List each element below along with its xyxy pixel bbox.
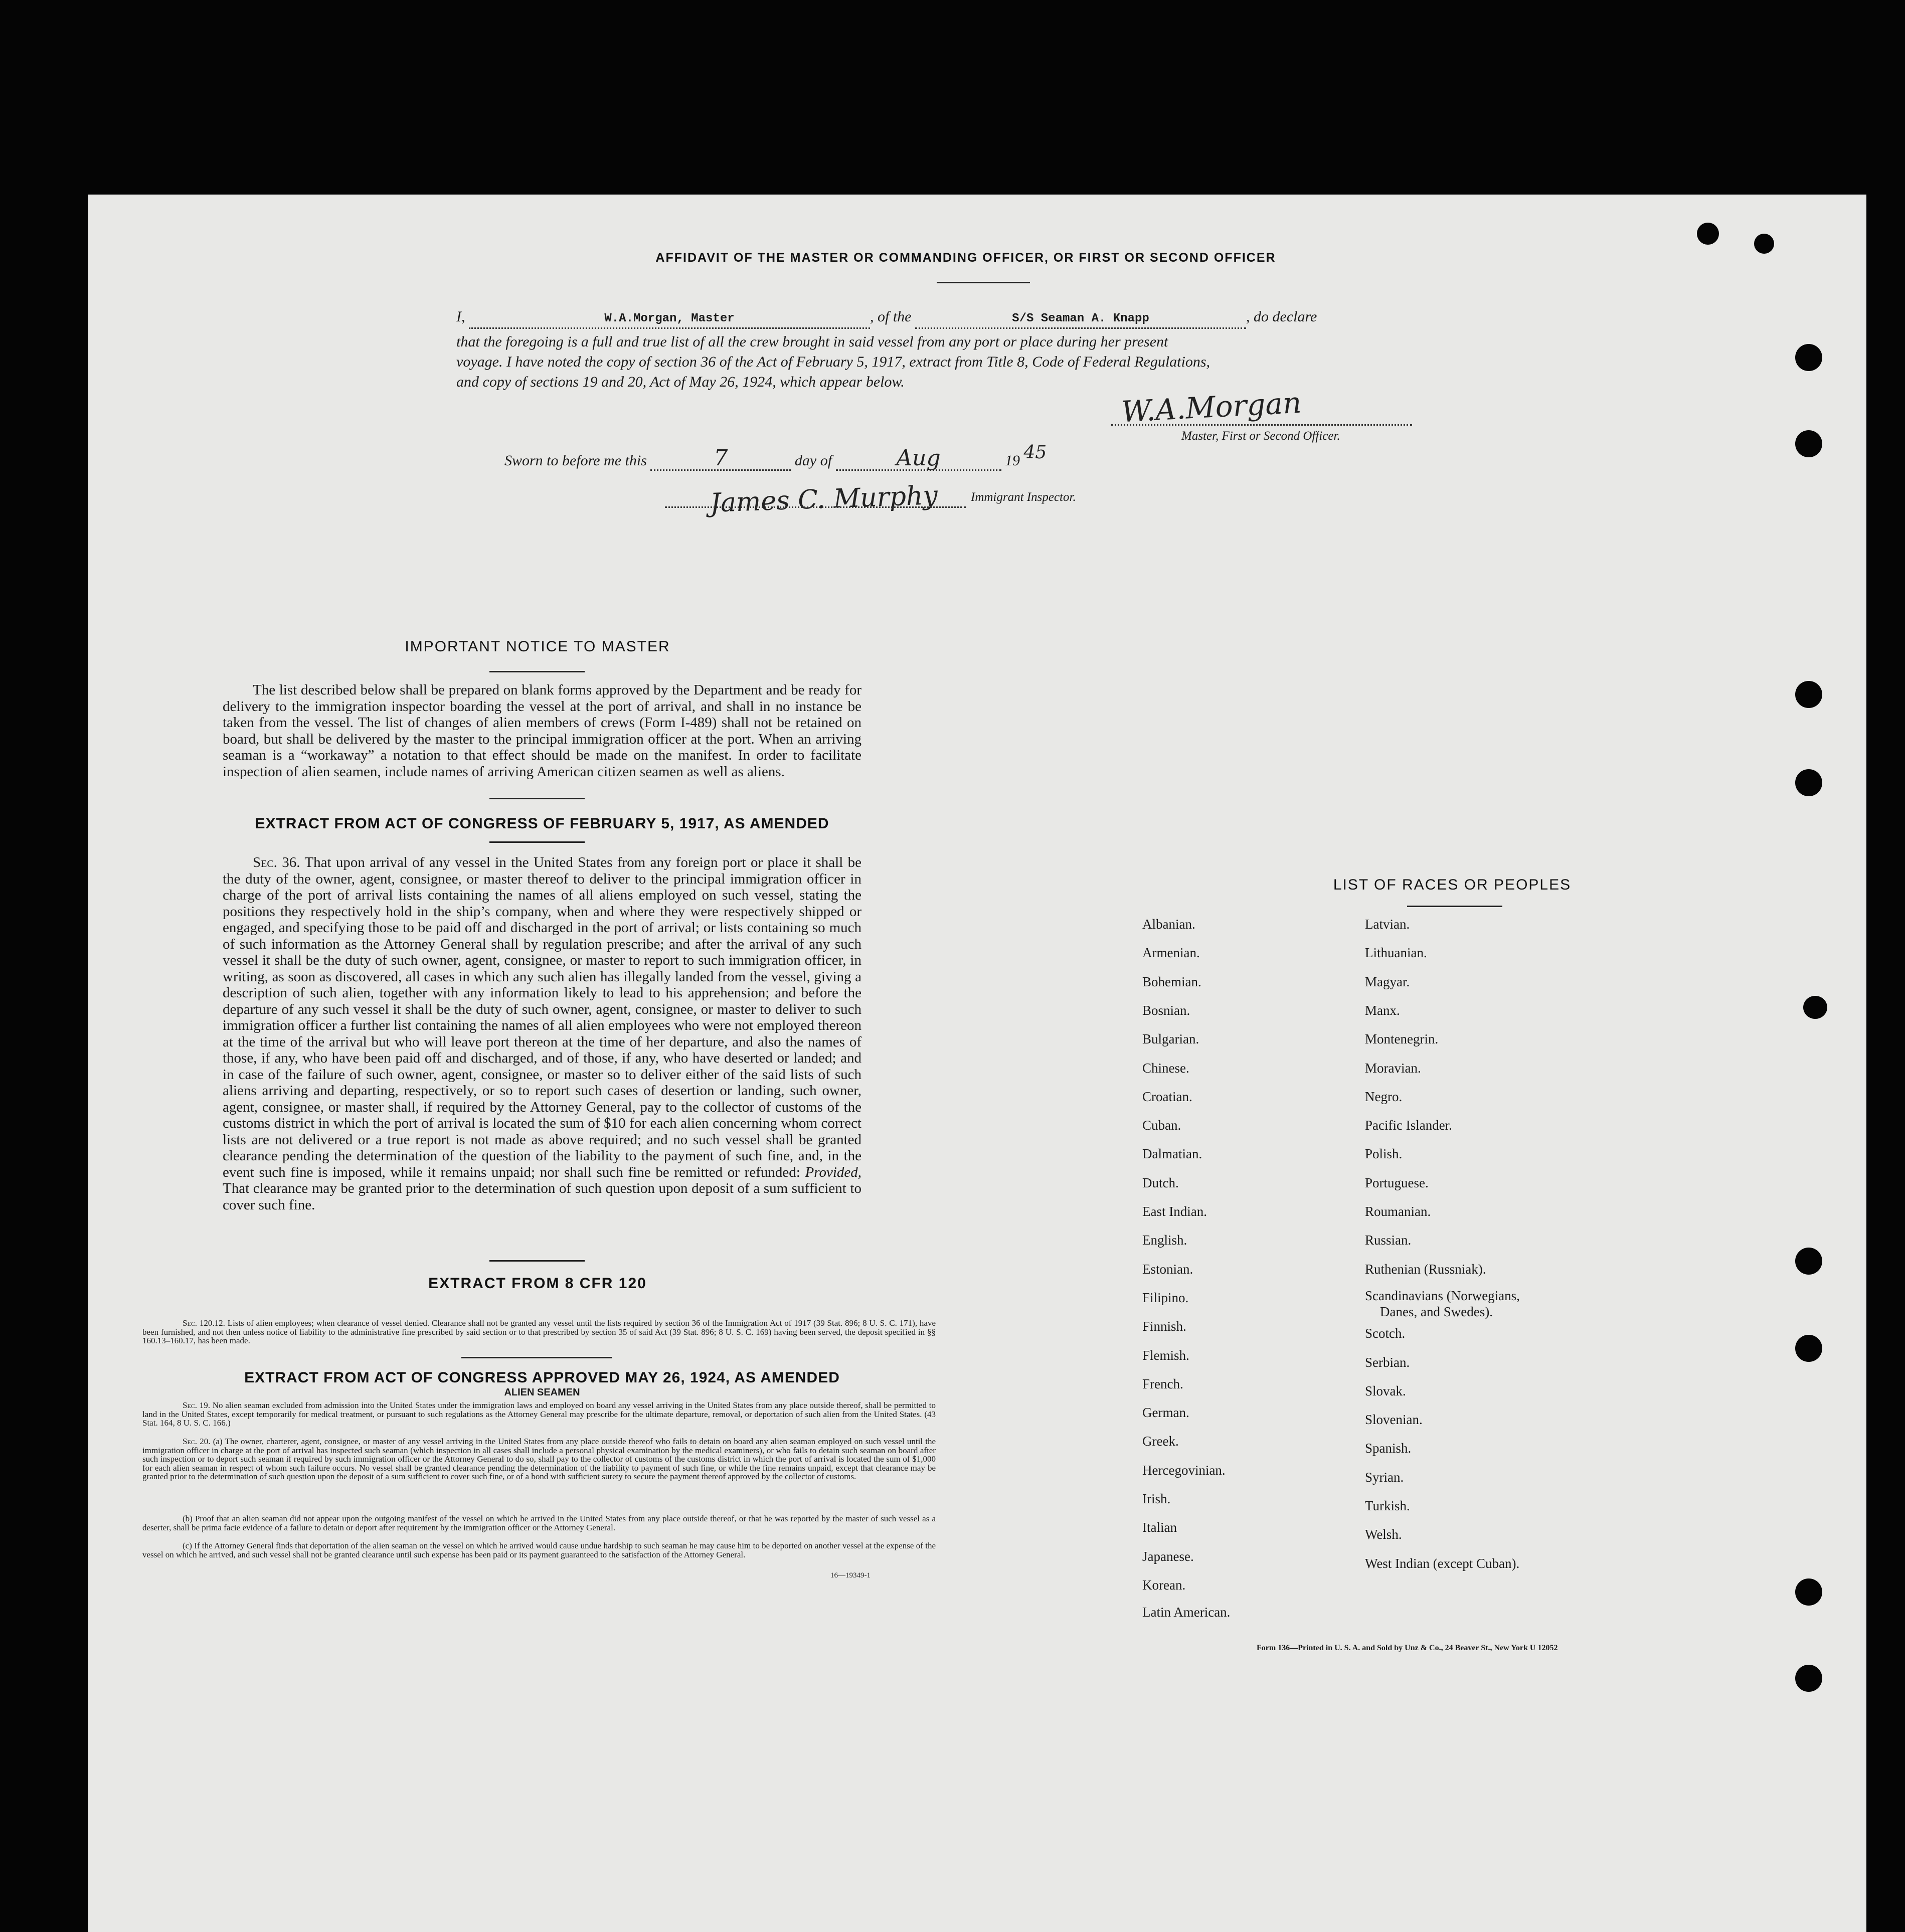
race-item-continuation: Danes, and Swedes). bbox=[1380, 1304, 1493, 1319]
race-item: Chinese. bbox=[1142, 1060, 1189, 1076]
sec20a-text bbox=[142, 1437, 936, 1481]
race-item: Albanian. bbox=[1142, 917, 1195, 932]
punch-hole bbox=[1795, 1335, 1822, 1362]
vessel-name-value: S/S Seaman A. Knapp bbox=[1012, 312, 1149, 325]
sec20c-text: (c) If the Attorney General finds that deportation of the alien seaman on the vessel on which he arrived would cause undue hardship to such seaman he may cause him to be deported on another vessel at the expense of the vessel on which he arrived, and such vessel shall not be granted clearance until such expense has been paid or its payment guaranteed to the satisfaction of the Attorney General. bbox=[142, 1541, 936, 1559]
punch-hole bbox=[1795, 769, 1822, 796]
extract-1924-title: EXTRACT FROM ACT OF CONGRESS APPROVED MAY 26, 1924, AS AMENDED bbox=[244, 1369, 840, 1386]
race-item: Pacific Islander. bbox=[1365, 1118, 1452, 1133]
divider bbox=[489, 841, 585, 843]
sec20a-body: (a) The owner, charterer, agent, consignee, or master of any vessel arriving in the United States from any place outside thereof who fails to detain on board any alien seaman employed on such vessel until the immigration officer in charge at the port of arrival has inspected such seaman (which inspection in all cases shall include a personal physical examination by the medical examiners), or who fails to detain such seaman on board after such inspection or to deport such seaman if required by such immigration officer or the Attorney General to do so, shall pay to the collector of customs of the customs district in which the port of arrival is located the sum of $1,000 for each alien seaman in respect of whom such failure occurs. No vessel shall be granted clearance pending the determination of the liability to payment of such fine, or while the fine remains unpaid, except that clearance may be granted prior to the determination of such question upon the deposit of a sum sufficient to cover such fine, or of a bond with sufficient surety to secure the payment thereof approved by the collector of customs. bbox=[142, 1437, 936, 1481]
divider bbox=[461, 1357, 612, 1358]
race-item: Slovak. bbox=[1365, 1383, 1406, 1398]
extract-cfr-title: EXTRACT FROM 8 CFR 120 bbox=[428, 1275, 647, 1292]
punch-hole bbox=[1803, 996, 1827, 1019]
race-item: Russian. bbox=[1365, 1233, 1412, 1248]
affidavit-body-line1: that the foregoing is a full and true list of all the crew brought in said vessel from any port or place during her present bbox=[456, 333, 1168, 350]
inspector-line bbox=[665, 506, 966, 508]
race-item: Scotch. bbox=[1365, 1326, 1406, 1341]
sec120-label: Sec. 120.12. bbox=[183, 1318, 225, 1328]
inspector-title: Immigrant Inspector. bbox=[971, 490, 1076, 504]
affidavit-body-line2: voyage. I have noted the copy of section 36 of the Act of February 5, 1917, extract from Title 8, Code of Federal Regulations, bbox=[456, 354, 1210, 370]
divider bbox=[1407, 906, 1502, 907]
signature-line bbox=[1111, 424, 1412, 426]
divider bbox=[937, 282, 1030, 283]
race-item: Irish. bbox=[1142, 1491, 1171, 1506]
punch-hole bbox=[1795, 681, 1822, 708]
race-item: Bohemian. bbox=[1142, 974, 1201, 989]
sec36-label: Sec. 36. bbox=[253, 854, 300, 870]
race-item: Hercegovinian. bbox=[1142, 1462, 1226, 1478]
races-title: LIST OF RACES OR PEOPLES bbox=[1333, 876, 1572, 893]
divider bbox=[489, 798, 585, 799]
race-item: Lithuanian. bbox=[1365, 945, 1427, 961]
race-item: English. bbox=[1142, 1233, 1187, 1248]
race-item: German. bbox=[1142, 1405, 1189, 1421]
races-list-right bbox=[1365, 917, 1716, 1629]
extract-1917-text bbox=[223, 854, 861, 1213]
sec120-text: Lists of alien employees; when clearance of vessel denied. Clearance shall not be granted any vessel until the lists required by section 36 of the Immigration Act of 1917 (39 Stat. 896; 8 U. S. C. 171), have been furnished, and not then unless notice of liability to the administrative fine prescribed by said section or to that prescribed by section 35 of said Act (39 Stat. 896; 8 U. S. C. 169) having been served, the deposit specified in §§ 160.13–160.17, has been made. bbox=[142, 1318, 936, 1345]
extract-1917-title: EXTRACT FROM ACT OF CONGRESS OF FEBRUARY 5, 1917, AS AMENDED bbox=[255, 815, 829, 832]
races-list-left bbox=[1142, 917, 1353, 1629]
year-value: 45 bbox=[1023, 442, 1047, 463]
master-signature: W.A.Morgan bbox=[1120, 385, 1302, 429]
affidavit-title: AFFIDAVIT OF THE MASTER OR COMMANDING OFFICER, OR FIRST OR SECOND OFFICER bbox=[655, 251, 1276, 265]
race-item: Latin American. bbox=[1142, 1604, 1231, 1620]
punch-hole bbox=[1795, 1578, 1822, 1606]
cfr-text bbox=[142, 1319, 936, 1345]
of-the-label: , of the bbox=[870, 308, 912, 325]
race-item: Turkish. bbox=[1365, 1498, 1410, 1513]
race-item: Flemish. bbox=[1142, 1347, 1189, 1363]
divider bbox=[489, 1260, 585, 1262]
signer-title: Master, First or Second Officer. bbox=[1181, 429, 1340, 443]
race-item: Japanese. bbox=[1142, 1548, 1194, 1564]
declare-label: , do declare bbox=[1246, 308, 1317, 325]
race-item: Negro. bbox=[1365, 1089, 1403, 1104]
race-item: French. bbox=[1142, 1376, 1183, 1391]
race-item: Latvian. bbox=[1365, 917, 1410, 932]
form-code: 16—19349-1 bbox=[830, 1571, 871, 1579]
sworn-line bbox=[504, 442, 1206, 471]
race-item: Greek. bbox=[1142, 1434, 1179, 1449]
punch-hole bbox=[1795, 344, 1822, 371]
day-of-label: day of bbox=[794, 452, 832, 469]
sec36-text-end: That clearance may be granted prior to the determination of such question upon deposit of a sum sufficient to cover such fine. bbox=[223, 1180, 861, 1213]
sec36-text: That upon arrival of any vessel in the United States from any foreign port or place it shall be the duty of the owner, agent, consignee, or master thereof to deliver to the principal immigration officer in charge of the port of arrival lists containing the names of all aliens employed on such vessel, stating the positions they respectively hold in the ship’s company, when and where they were respectively shipped or engaged, and specifying those to be paid off and discharged in the port of arrival; or lists containing so much of such information as the Attorney General shall by regulation prescribe; and after the arrival of any such vessel it shall be the duty of such owner, agent, consignee, or master to report to such immigration officer, in writing, as soon as discovered, all cases in which any such alien has illegally landed from the vessel, giving a description of such alien, together with any information likely to lead to his apprehension; and before the departure of any such vessel it shall be the duty of such owner, agent, consignee, or master to deliver to such immigration officer a further list containing the names of all alien employees who were not employed thereon at the time of the arrival but who will leave port thereon at the time of her departure, and also the names of those, if any, who have been paid off and discharged, and of those, if any, who have deserted or landed; and in case of the failure of such owner, agent, consignee, or master so to deliver either of the said lists of such aliens arriving and departing, respectively, or so to report such cases of desertion or landing, such owner, agent, consignee, or master shall, if required by the Attorney General, pay to the collector of customs of the customs district in which the port of arrival is located the sum of $10 for each alien concerning whom correct lists are not delivered or a true report is not made as above required; and no such vessel shall be granted clearance pending the determination of the question of the liability to the payment of such fine, and, in the event such fine is imposed, while it remains unpaid; nor shall such fine be remitted or refunded: bbox=[223, 854, 861, 1180]
race-item: Finnish. bbox=[1142, 1319, 1186, 1334]
punch-hole bbox=[1697, 223, 1719, 245]
sec19-label: Sec. 19. bbox=[183, 1400, 211, 1410]
sec20-label: Sec. 20. bbox=[183, 1437, 211, 1446]
race-item: Magyar. bbox=[1365, 974, 1410, 989]
affidavit-body-line3: and copy of sections 19 and 20, Act of May 26, 1924, which appear below. bbox=[456, 374, 905, 390]
race-item: Scandinavians (Norwegians, bbox=[1365, 1288, 1520, 1303]
race-item: Polish. bbox=[1365, 1146, 1403, 1162]
race-item: East Indian. bbox=[1142, 1204, 1207, 1219]
race-item: Ruthenian (Russniak). bbox=[1365, 1261, 1486, 1277]
sec19-text bbox=[142, 1401, 936, 1428]
race-item: Welsh. bbox=[1365, 1527, 1402, 1542]
race-item: Syrian. bbox=[1365, 1469, 1404, 1485]
race-item: West Indian (except Cuban). bbox=[1365, 1555, 1520, 1571]
year-prefix: 19 bbox=[1005, 452, 1020, 469]
provided-label: Provided, bbox=[805, 1164, 862, 1180]
day-field bbox=[650, 445, 791, 471]
master-name-value: W.A.Morgan, Master bbox=[604, 312, 735, 325]
race-item: Slovenian. bbox=[1365, 1412, 1423, 1428]
race-item: Armenian. bbox=[1142, 945, 1200, 961]
month-field bbox=[836, 445, 1001, 471]
race-item: Montenegrin. bbox=[1365, 1031, 1439, 1047]
race-item: Roumanian. bbox=[1365, 1204, 1431, 1219]
day-value: 7 bbox=[714, 445, 728, 471]
inspector-signature: James C. Murphy bbox=[710, 480, 938, 518]
race-item: Dutch. bbox=[1142, 1175, 1179, 1190]
document-page bbox=[88, 195, 1866, 1932]
sworn-label: Sworn to before me this bbox=[504, 452, 647, 469]
race-item: Estonian. bbox=[1142, 1261, 1193, 1277]
race-item: Cuban. bbox=[1142, 1118, 1181, 1133]
master-name-field bbox=[469, 309, 870, 329]
race-item: Bosnian. bbox=[1142, 1002, 1190, 1018]
race-item: Dalmatian. bbox=[1142, 1146, 1202, 1162]
vessel-name-field bbox=[915, 309, 1246, 329]
month-value: Aug bbox=[896, 445, 941, 471]
notice-title: IMPORTANT NOTICE TO MASTER bbox=[405, 638, 670, 655]
divider bbox=[489, 671, 585, 672]
race-item: Spanish. bbox=[1365, 1441, 1412, 1456]
punch-hole bbox=[1795, 1665, 1822, 1692]
race-item: Filipino. bbox=[1142, 1290, 1189, 1305]
race-item: Bulgarian. bbox=[1142, 1031, 1199, 1047]
race-item: Croatian. bbox=[1142, 1089, 1192, 1104]
punch-hole bbox=[1795, 430, 1822, 457]
notice-text: The list described below shall be prepared on blank forms approved by the Department and be ready for delivery to the immigration inspector boarding the vessel at the port of arrival, and shall in no instance be taken from the vessel. The list of changes of alien members of crews (Form I-489) shall not be retained on board, but shall be delivered by the master to the principal immigration officer at the port. When an arriving seaman is a “workaway” a notation to that effect should be made on the manifest. In order to facilitate inspection of alien seamen, include names of arriving American citizen seamen as well as aliens. bbox=[223, 682, 861, 780]
punch-hole bbox=[1795, 1248, 1822, 1275]
punch-hole bbox=[1754, 234, 1774, 254]
race-item: Moravian. bbox=[1365, 1060, 1421, 1076]
sec19-body: No alien seaman excluded from admission into the United States under the immigration laws and employed on board any vessel arriving in the United States from any place outside thereof, shall be permitted to land in the United States, except temporarily for medical treatment, or pursuant to such regulations as the Attorney General may prescribe for the ultimate departure, removal, or deportation of such alien from the United States. (43 Stat. 164, 8 U. S. C. 166.) bbox=[142, 1400, 936, 1428]
race-item: Portuguese. bbox=[1365, 1175, 1429, 1190]
sec20b-text: (b) Proof that an alien seaman did not appear upon the outgoing manifest of the vessel on which he arrived in the United States from any place outside thereof, or that he was reported by the master of such vessel as a deserter, shall be prima facie evidence of a failure to detain or deport after requirement by the immigration officer or the Attorney General. bbox=[142, 1514, 936, 1532]
affidavit-declaration-line bbox=[456, 309, 1544, 329]
i-label: I, bbox=[456, 308, 465, 325]
form-printer-note: Form 136—Printed in U. S. A. and Sold by Unz & Co., 24 Beaver St., New York U 12052 bbox=[1257, 1644, 1558, 1652]
race-item: Italian bbox=[1142, 1520, 1177, 1535]
race-item: Korean. bbox=[1142, 1577, 1186, 1593]
alien-seamen-subtitle: ALIEN SEAMEN bbox=[504, 1387, 580, 1398]
race-item: Serbian. bbox=[1365, 1354, 1410, 1370]
race-item: Manx. bbox=[1365, 1002, 1400, 1018]
